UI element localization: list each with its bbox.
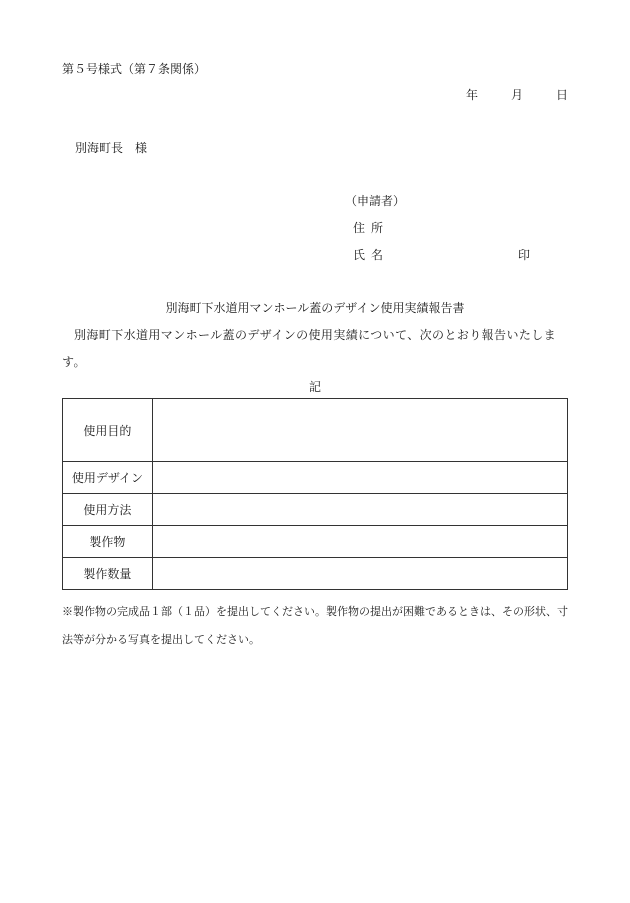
date-day-label: 日 — [556, 88, 569, 102]
row-value-quantity[interactable] — [152, 558, 567, 590]
table-row — [63, 526, 568, 558]
addressee: 別海町長 様 — [75, 141, 148, 155]
row-label-quantity: 製作数量 — [63, 558, 153, 590]
row-value-design[interactable] — [152, 462, 567, 494]
row-label-product: 製作物 — [63, 526, 153, 558]
ki-marker: 記 — [308, 380, 321, 394]
date-year-label: 年 — [466, 88, 479, 102]
table-row — [63, 462, 568, 494]
footnote: ※製作物の完成品１部（１品）を提出してください。製作物の提出が困難であるときは、その形状、寸法等が分かる写真を提出してください。 — [62, 605, 568, 646]
table-row — [63, 399, 568, 462]
name-label: 氏名 — [353, 248, 390, 262]
row-value-product[interactable] — [152, 526, 567, 558]
report-table — [62, 398, 568, 590]
row-label-purpose: 使用目的 — [63, 399, 153, 462]
body-paragraph: 別海町下水道用マンホール蓋のデザインの使用実績について、次のとおり報告いたします。 — [62, 328, 557, 369]
document-title: 別海町下水道用マンホール蓋のデザイン使用実績報告書 — [165, 301, 465, 315]
form-number-title: 第５号様式（第７条関係） — [62, 62, 207, 76]
table-row — [63, 558, 568, 590]
date-line — [466, 86, 568, 103]
date-month-label: 月 — [511, 88, 524, 102]
seal-label: 印 — [518, 248, 531, 262]
row-value-purpose[interactable] — [152, 399, 567, 462]
row-value-method[interactable] — [152, 494, 567, 526]
address-label: 住所 — [353, 221, 390, 235]
applicant-label: （申請者） — [345, 194, 406, 208]
table-row — [63, 494, 568, 526]
row-label-method: 使用方法 — [63, 494, 153, 526]
row-label-design: 使用デザイン — [63, 462, 153, 494]
